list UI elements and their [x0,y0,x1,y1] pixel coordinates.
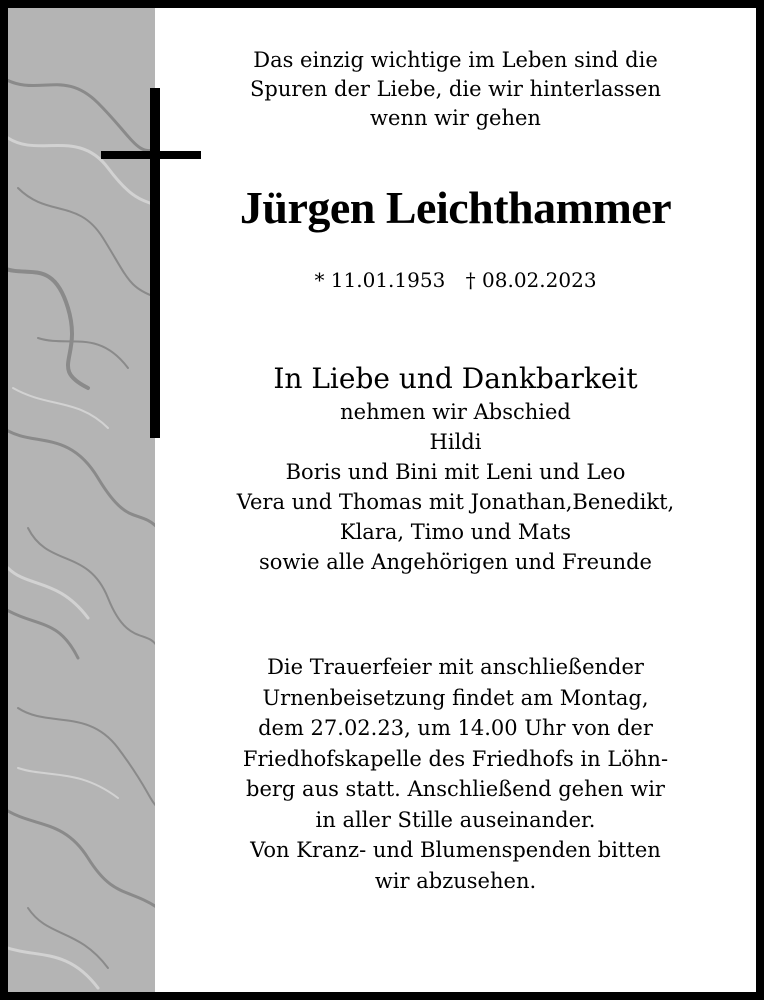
death-date: † 08.02.2023 [465,268,597,292]
farewell-heading: In Liebe und Dankbarkeit [273,362,638,395]
service-line: dem 27.02.23, um 14.00 Uhr von der [258,716,653,740]
memorial-quote [155,46,756,133]
life-dates [155,266,756,294]
family-line: Vera und Thomas mit Jonathan,Benedikt, [236,490,675,514]
family-list [155,397,756,577]
service-info [155,652,756,896]
family-line: Hildi [429,430,482,454]
service-line: Die Trauerfeier mit anschließender [267,655,644,679]
notice-text [155,8,756,992]
family-line: Boris und Bini mit Leni und Leo [285,460,626,484]
quote-line: Das einzig wichtige im Leben sind die [253,48,658,72]
quote-line: wenn wir gehen [370,106,541,130]
service-line: Friedhofskapelle des Friedhofs in Löhn- [242,746,669,771]
obituary-notice [8,8,756,992]
deceased-name: Jürgen Leichthammer [239,182,672,233]
service-line: Von Kranz- und Blumenspenden bitten [250,838,661,862]
service-line: Urnenbeisetzung findet am Montag, [262,685,649,710]
family-line: sowie alle Angehörigen und Freunde [259,550,652,574]
birth-date: * 11.01.1953 [314,268,446,292]
quote-line: Spuren der Liebe, die wir hinterlassen [250,77,661,101]
service-line: in aller Stille auseinander. [315,807,596,832]
family-line: nehmen wir Abschied [340,400,571,424]
family-line: Klara, Timo und Mats [339,520,572,544]
service-line: berg aus statt. Anschließend gehen wir [246,777,665,801]
service-line: wir abzusehen. [374,868,537,893]
